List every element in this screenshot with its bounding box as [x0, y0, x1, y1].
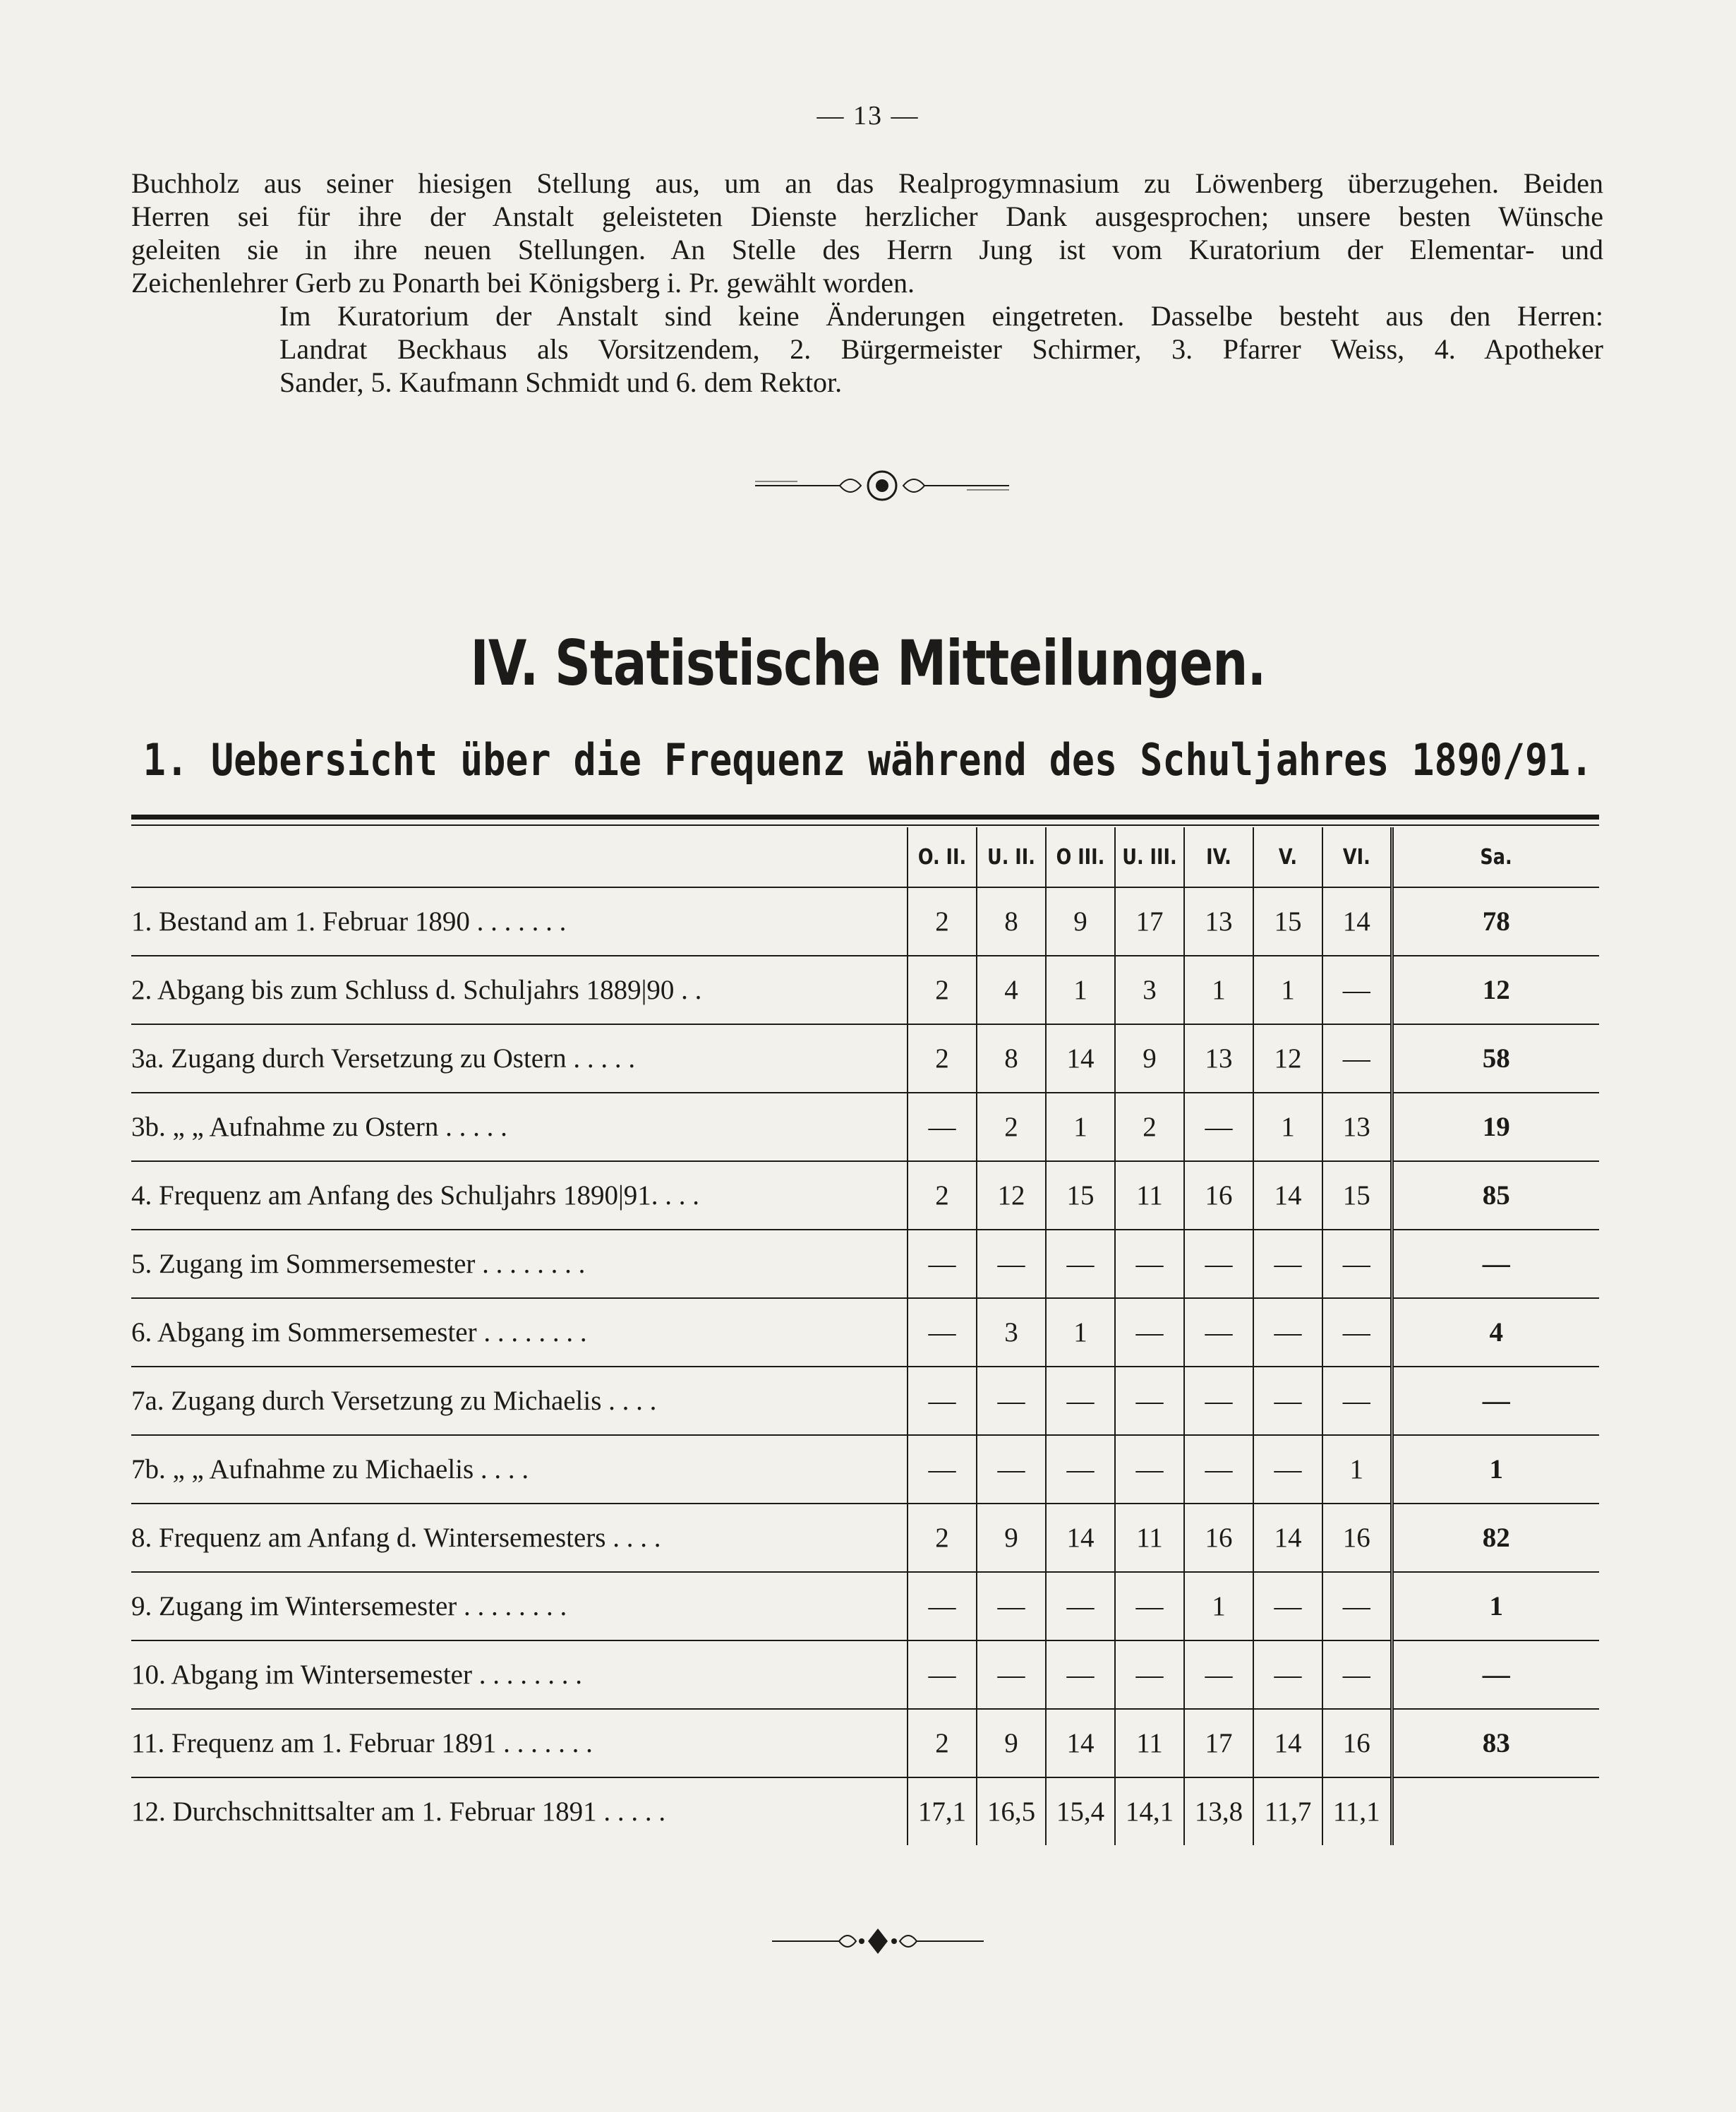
cell-sum: 83 [1392, 1709, 1599, 1777]
cell-value: — [1115, 1640, 1184, 1709]
cell-value: — [1253, 1640, 1322, 1709]
cell-value: — [977, 1435, 1046, 1504]
cell-value: — [908, 1572, 977, 1640]
table-row [131, 1435, 1599, 1504]
cell-sum: 85 [1392, 1161, 1599, 1230]
cell-value: — [908, 1093, 977, 1161]
table-top-rule [131, 815, 1599, 820]
cell-value: 16,5 [977, 1777, 1046, 1845]
row-label: 1. Bestand am 1. Februar 1890 . . . . . . . [131, 887, 908, 956]
header-blank [190, 827, 850, 887]
cell-value: 13 [1184, 1024, 1253, 1093]
cell-sum: 1 [1392, 1572, 1599, 1640]
cell-value: 1 [1253, 956, 1322, 1024]
cell-value: 16 [1184, 1504, 1253, 1572]
table-row [131, 1640, 1599, 1709]
cell-value: 9 [977, 1709, 1046, 1777]
row-label: 8. Frequenz am Anfang d. Wintersemesters . . . . [131, 1504, 908, 1572]
cell-sum: — [1392, 1230, 1599, 1298]
cell-sum: — [1392, 1640, 1599, 1709]
table-row [131, 1777, 1599, 1845]
row-label: 2. Abgang bis zum Schluss d. Schuljahrs 1889|90 . . [131, 956, 908, 1024]
cell-value: 1 [1322, 1435, 1392, 1504]
p1-line: Buchholz aus seiner hiesigen Stellung aus, um an das Realprogymnasium zu Löwenberg überzugehen. Beiden [131, 167, 1603, 199]
cell-value: 15 [1046, 1161, 1115, 1230]
cell-value: 1 [1046, 956, 1115, 1024]
cell-value: — [1115, 1572, 1184, 1640]
frequency-table [131, 827, 1599, 1845]
cell-value: 13 [1322, 1093, 1392, 1161]
cell-value: — [1184, 1435, 1253, 1504]
cell-value: 2 [908, 1709, 977, 1777]
row-label: 3a. Zugang durch Versetzung zu Ostern . . . . . [131, 1024, 908, 1093]
cell-value: 14 [1253, 1161, 1322, 1230]
cell-value: — [1184, 1298, 1253, 1367]
cell-value: — [1322, 1572, 1392, 1640]
cell-value: 12 [1253, 1024, 1322, 1093]
cell-value: 2 [908, 956, 977, 1024]
ornament-divider-top [755, 464, 1009, 507]
row-label: 4. Frequenz am Anfang des Schuljahrs 1890|91. . . . [131, 1161, 908, 1230]
cell-sum: 12 [1392, 956, 1599, 1024]
cell-sum: — [1392, 1367, 1599, 1435]
cell-value: 9 [1115, 1024, 1184, 1093]
header-col: VI. [1327, 827, 1386, 887]
p2-line: Im Kuratorium der Anstalt sind keine Änderungen eingetreten. Dasselbe besteht aus den Herren: [279, 300, 1603, 332]
cell-value: 17 [1115, 887, 1184, 956]
table-row [131, 887, 1599, 956]
cell-value: 1 [1184, 1572, 1253, 1640]
header-col: U. III. [1120, 827, 1179, 887]
cell-value: 16 [1322, 1709, 1392, 1777]
cell-value: — [1184, 1367, 1253, 1435]
row-label: 7a. Zugang durch Versetzung zu Michaelis . . . . [131, 1367, 908, 1435]
cell-value: — [1253, 1230, 1322, 1298]
cell-value: 14 [1046, 1504, 1115, 1572]
p1-line: Herren sei für ihre der Anstalt geleisteten Dienste herzlicher Dank ausgesprochen; unsere besten Wünsche [131, 200, 1603, 232]
cell-value: 14 [1046, 1024, 1115, 1093]
cell-value: — [1253, 1298, 1322, 1367]
p2-line: Landrat Beckhaus als Vorsitzendem, 2. Bürgermeister Schirmer, 3. Pfarrer Weiss, 4. Apotheker [279, 333, 1603, 365]
table-top-rule-thin [131, 824, 1599, 826]
header-col: IV. [1189, 827, 1248, 887]
table-row [131, 1161, 1599, 1230]
header-col: U. II. [982, 827, 1040, 887]
cell-value: 14 [1322, 887, 1392, 956]
p1-line: Zeichenlehrer Gerb zu Ponarth bei Königsberg i. Pr. gewählt worden. [131, 267, 915, 299]
table-row [131, 1709, 1599, 1777]
cell-value: — [977, 1640, 1046, 1709]
row-label: 11. Frequenz am 1. Februar 1891 . . . . . . . [131, 1709, 908, 1777]
cell-value: 13 [1184, 887, 1253, 956]
cell-value: 15,4 [1046, 1777, 1115, 1845]
table-row [131, 1298, 1599, 1367]
cell-value: — [908, 1298, 977, 1367]
table-row [131, 1504, 1599, 1572]
table-header-row [131, 827, 1599, 887]
cell-value: 2 [977, 1093, 1046, 1161]
cell-value: 12 [977, 1161, 1046, 1230]
cell-value: 2 [1115, 1093, 1184, 1161]
header-col: O. II. [912, 827, 971, 887]
cell-value: — [977, 1367, 1046, 1435]
cell-value: 9 [1046, 887, 1115, 956]
cell-value: — [1115, 1367, 1184, 1435]
cell-value: 2 [908, 887, 977, 956]
cell-value: 17 [1184, 1709, 1253, 1777]
cell-value: — [1322, 1367, 1392, 1435]
cell-value: 2 [908, 1024, 977, 1093]
table-row [131, 1093, 1599, 1161]
cell-sum: 1 [1392, 1435, 1599, 1504]
table-row [131, 1024, 1599, 1093]
row-label: 7b. „ „ Aufnahme zu Michaelis . . . . [131, 1435, 908, 1504]
row-label: 3b. „ „ Aufnahme zu Ostern . . . . . [131, 1093, 908, 1161]
cell-value: — [1253, 1435, 1322, 1504]
cell-value: 15 [1253, 887, 1322, 956]
header-col: V. [1258, 827, 1317, 887]
cell-value: 14 [1253, 1709, 1322, 1777]
cell-value: — [1184, 1093, 1253, 1161]
cell-value: — [1253, 1572, 1322, 1640]
cell-value: 8 [977, 887, 1046, 956]
cell-value: 11,1 [1322, 1777, 1392, 1845]
table-row [131, 956, 1599, 1024]
cell-sum: 19 [1392, 1093, 1599, 1161]
p1-line: geleiten sie in ihre neuen Stellungen. An Stelle des Herrn Jung ist vom Kuratorium der Elementar- und [131, 234, 1603, 265]
cell-value: — [1046, 1572, 1115, 1640]
cell-value: 2 [908, 1504, 977, 1572]
cell-value: 11 [1115, 1709, 1184, 1777]
cell-value: 2 [908, 1161, 977, 1230]
intro-text [131, 167, 1603, 399]
cell-value: — [1322, 1230, 1392, 1298]
page-number: — 13 — [816, 101, 920, 131]
cell-value: — [1046, 1435, 1115, 1504]
cell-sum: 82 [1392, 1504, 1599, 1572]
cell-sum: 4 [1392, 1298, 1599, 1367]
cell-value: — [1322, 1024, 1392, 1093]
row-label: 6. Abgang im Sommersemester . . . . . . . . [131, 1298, 908, 1367]
cell-value: — [908, 1640, 977, 1709]
cell-value: — [1046, 1640, 1115, 1709]
cell-value: 1 [1046, 1093, 1115, 1161]
cell-value: 14 [1046, 1709, 1115, 1777]
cell-value: 3 [977, 1298, 1046, 1367]
row-label: 12. Durchschnittsalter am 1. Februar 1891 . . . . . [131, 1796, 666, 1827]
header-col-sum: Sa. [1407, 827, 1584, 887]
p2-line: Sander, 5. Kaufmann Schmidt und 6. dem Rektor. [279, 366, 843, 398]
cell-value: 13,8 [1184, 1777, 1253, 1845]
cell-value: — [1322, 1298, 1392, 1367]
header-col: O III. [1051, 827, 1109, 887]
row-label: 5. Zugang im Sommersemester . . . . . . . . [131, 1230, 908, 1298]
cell-sum: 78 [1392, 887, 1599, 956]
row-label: 9. Zugang im Wintersemester . . . . . . . . [131, 1572, 908, 1640]
cell-value: — [1115, 1435, 1184, 1504]
table-row [131, 1572, 1599, 1640]
cell-sum: 58 [1392, 1024, 1599, 1093]
cell-value: 11,7 [1253, 1777, 1322, 1845]
paragraph-2 [131, 299, 1603, 399]
cell-value: 1 [1046, 1298, 1115, 1367]
cell-value: — [908, 1435, 977, 1504]
cell-value: — [1046, 1367, 1115, 1435]
cell-value: — [1253, 1367, 1322, 1435]
cell-value: 1 [1253, 1093, 1322, 1161]
ornament-divider-bottom [772, 1921, 984, 1961]
cell-value: 11 [1115, 1161, 1184, 1230]
table-row [131, 1367, 1599, 1435]
cell-value: 9 [977, 1504, 1046, 1572]
cell-value: — [977, 1572, 1046, 1640]
cell-value: 17,1 [908, 1777, 977, 1845]
cell-sum [1392, 1777, 1599, 1845]
cell-value: — [1184, 1230, 1253, 1298]
cell-value: — [1322, 1640, 1392, 1709]
cell-value: 8 [977, 1024, 1046, 1093]
table-row [131, 1230, 1599, 1298]
section-title: IV. Statistische Mitteilungen. [470, 627, 1266, 700]
cell-value: 14 [1253, 1504, 1322, 1572]
cell-value: 1 [1184, 956, 1253, 1024]
cell-value: 11 [1115, 1504, 1184, 1572]
subsection-title: 1. Uebersicht über die Frequenz während des Schuljahres 1890/91. [143, 734, 1593, 786]
cell-value: — [908, 1230, 977, 1298]
cell-value: 14,1 [1115, 1777, 1184, 1845]
cell-value: 16 [1184, 1161, 1253, 1230]
cell-value: 3 [1115, 956, 1184, 1024]
cell-value: — [1115, 1230, 1184, 1298]
cell-value: — [977, 1230, 1046, 1298]
cell-value: 15 [1322, 1161, 1392, 1230]
cell-value: — [1115, 1298, 1184, 1367]
cell-value: — [1184, 1640, 1253, 1709]
cell-value: — [1322, 956, 1392, 1024]
cell-value: 4 [977, 956, 1046, 1024]
paragraph-1 [131, 167, 1603, 299]
row-label: 10. Abgang im Wintersemester . . . . . . . . [131, 1640, 908, 1709]
cell-value: — [1046, 1230, 1115, 1298]
cell-value: — [908, 1367, 977, 1435]
cell-value: 16 [1322, 1504, 1392, 1572]
